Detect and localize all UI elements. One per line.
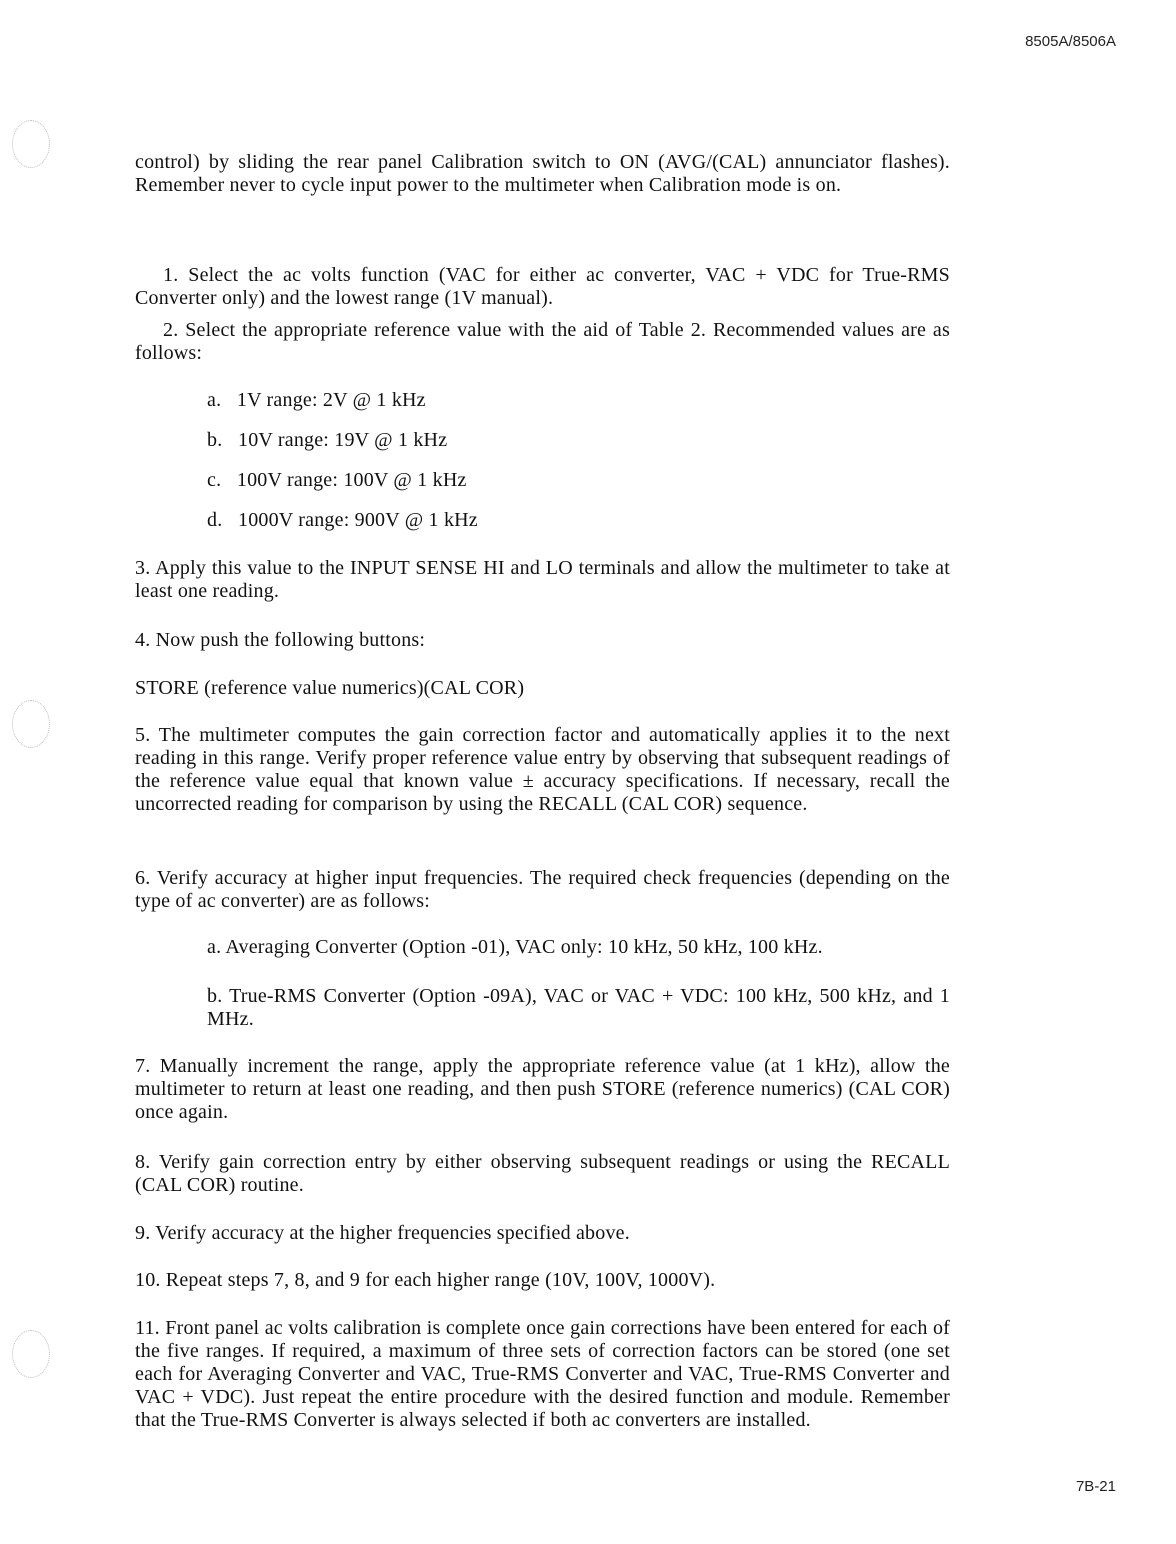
document-id: 8505A/8506A [1025,33,1116,50]
step-2b: b. 10V range: 19V @ 1 kHz [207,429,448,451]
step-2a: a. 1V range: 2V @ 1 kHz [207,389,426,411]
step-9: 9. Verify accuracy at the higher frequencies specified above. [135,1222,630,1244]
step-5: 5. The multimeter computes the gain correction factor and automatically applies it to the next reading in this range. Verify proper reference value entry by observing that subsequent readings of the reference value equal that known value ± accuracy specifications. If necessary, recall the uncorrected reading for comparison by using the RECALL (CAL COR) sequence. [135,724,950,815]
step-6b: b. True-RMS Converter (Option -09A), VAC or VAC + VDC: 100 kHz, 500 kHz, and 1 MHz. [207,985,950,1030]
step-4: 4. Now push the following buttons: [135,629,426,651]
step-6a: a. Averaging Converter (Option -01), VAC only: 10 kHz, 50 kHz, 100 kHz. [207,936,823,958]
punch-hole [12,1330,50,1378]
step-2d: d. 1000V range: 900V @ 1 kHz [207,509,478,531]
step-3: 3. Apply this value to the INPUT SENSE HI and LO terminals and allow the multimeter to take at least one reading. [135,557,950,602]
intro-paragraph: control) by sliding the rear panel Calibration switch to ON (AVG/(CAL) annunciator flashes). Remember never to cycle input power to the multimeter when Calibration mode is on. [135,151,950,196]
step-6: 6. Verify accuracy at higher input frequencies. The required check frequencies (depending on the type of ac converter) are as follows: [135,867,950,912]
step-4-command: STORE (reference value numerics)(CAL COR) [135,677,525,699]
step-10: 10. Repeat steps 7, 8, and 9 for each higher range (10V, 100V, 1000V). [135,1269,716,1291]
punch-hole [12,120,50,168]
page-number: 7B-21 [1075,1478,1116,1495]
step-7: 7. Manually increment the range, apply the appropriate reference value (at 1 kHz), allow the multimeter to return at least one reading, and then push STORE (reference numerics) (CAL COR) once again. [135,1055,950,1123]
step-2c: c. 100V range: 100V @ 1 kHz [207,469,467,491]
step-2: 2. Select the appropriate reference value with the aid of Table 2. Recommended values are as follows: [135,319,950,364]
step-8: 8. Verify gain correction entry by either observing subsequent readings or using the RECALL (CAL COR) routine. [135,1151,950,1196]
step-11: 11. Front panel ac volts calibration is complete once gain corrections have been entered for each of the five ranges. If required, a maximum of three sets of correction factors can be stored (one set each for Averaging Converter and VAC, True-RMS Converter and VAC, True-RMS Converter and VAC + VDC). Just repeat the entire procedure with the desired function and module. Remember that the True-RMS Converter is always selected if both ac converters are installed. [135,1317,950,1431]
step-1: 1. Select the ac volts function (VAC for either ac converter, VAC + VDC for True-RMS Converter only) and the lowest range (1V manual). [135,264,950,309]
punch-hole [12,700,50,748]
